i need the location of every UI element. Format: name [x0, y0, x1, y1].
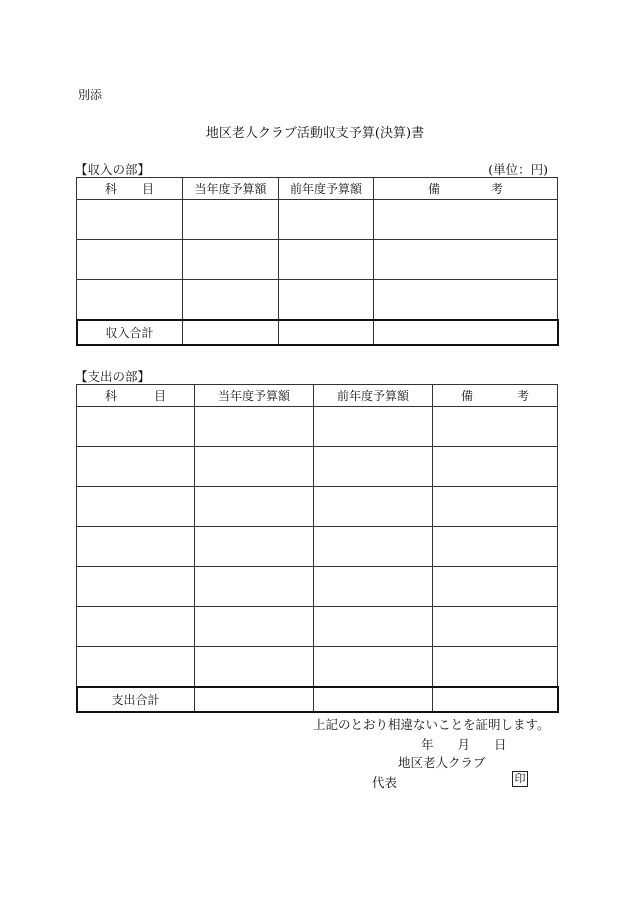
expense-table	[76, 384, 558, 712]
income-row	[77, 240, 558, 280]
attachment-label: 別添	[78, 88, 103, 102]
income-cell[interactable]	[279, 280, 374, 320]
expense-row	[77, 447, 558, 487]
unit-label: (単位：円)	[488, 162, 548, 177]
expense-cell[interactable]	[314, 407, 433, 447]
income-cell[interactable]	[374, 240, 558, 280]
income-header-item	[77, 178, 183, 200]
expense-header-current: 当年度予算額	[195, 385, 314, 407]
date-day: 日	[494, 737, 507, 752]
income-table	[76, 177, 558, 345]
expense-cell[interactable]	[195, 647, 314, 687]
expense-cell[interactable]	[314, 487, 433, 527]
date-year: 年	[421, 737, 434, 752]
expense-cell[interactable]	[433, 487, 558, 527]
income-row	[77, 280, 558, 320]
expense-row	[77, 487, 558, 527]
income-cell[interactable]	[183, 200, 279, 240]
income-total-label: 収入合計	[77, 320, 183, 345]
income-cell[interactable]	[183, 280, 279, 320]
seal-mark: 印	[512, 771, 528, 787]
expense-cell[interactable]	[77, 647, 195, 687]
income-header-item-a: 科	[105, 182, 118, 196]
income-cell[interactable]	[183, 240, 279, 280]
income-header-remarks-a: 備	[428, 182, 441, 196]
expense-total-row	[77, 687, 558, 712]
expense-cell[interactable]	[433, 567, 558, 607]
expense-header-item-b: 目	[153, 389, 166, 403]
income-header-remarks	[374, 178, 558, 200]
expense-cell[interactable]	[314, 527, 433, 567]
income-cell[interactable]	[374, 280, 558, 320]
expense-cell[interactable]	[195, 407, 314, 447]
certification-statement: 上記のとおり相違ないことを証明します。	[313, 717, 550, 732]
expense-total-cell[interactable]	[433, 687, 558, 712]
expense-cell[interactable]	[433, 527, 558, 567]
organization-name: 地区老人クラブ	[398, 755, 486, 770]
expense-row	[77, 527, 558, 567]
expense-row	[77, 407, 558, 447]
expense-cell[interactable]	[433, 607, 558, 647]
expense-row	[77, 647, 558, 687]
income-header-item-b: 目	[141, 182, 154, 196]
income-cell[interactable]	[279, 240, 374, 280]
income-cell[interactable]	[77, 200, 183, 240]
expense-total-cell[interactable]	[314, 687, 433, 712]
expense-cell[interactable]	[195, 607, 314, 647]
expense-cell[interactable]	[77, 607, 195, 647]
income-cell[interactable]	[77, 240, 183, 280]
expense-cell[interactable]	[314, 647, 433, 687]
representative-label: 代表	[372, 775, 398, 790]
date-month: 月	[457, 737, 471, 752]
expense-cell[interactable]	[314, 447, 433, 487]
expense-section-label: 【支出の部】	[75, 369, 151, 384]
expense-row	[77, 607, 558, 647]
income-row	[77, 200, 558, 240]
expense-total-label: 支出合計	[77, 687, 195, 712]
expense-row	[77, 567, 558, 607]
expense-cell[interactable]	[433, 647, 558, 687]
expense-cell[interactable]	[77, 447, 195, 487]
expense-header-row	[77, 385, 558, 407]
income-header-row	[77, 178, 558, 200]
income-cell[interactable]	[374, 200, 558, 240]
income-total-cell[interactable]	[279, 320, 374, 345]
expense-header-remarks-a: 備	[461, 389, 474, 403]
income-header-remarks-b: 考	[490, 182, 503, 196]
expense-header-item	[77, 385, 195, 407]
expense-total-cell[interactable]	[195, 687, 314, 712]
expense-header-remarks	[433, 385, 558, 407]
expense-header-remarks-b: 考	[516, 389, 529, 403]
expense-cell[interactable]	[314, 567, 433, 607]
income-cell[interactable]	[77, 280, 183, 320]
expense-cell[interactable]	[77, 407, 195, 447]
expense-cell[interactable]	[77, 527, 195, 567]
income-header-current: 当年度予算額	[183, 178, 279, 200]
document-title: 地区老人クラブ活動収支予算(決算)書	[205, 126, 425, 141]
expense-header-item-a: 科	[105, 389, 118, 403]
income-total-cell[interactable]	[183, 320, 279, 345]
income-cell[interactable]	[279, 200, 374, 240]
income-section-label: 【収入の部】	[75, 162, 151, 177]
income-total-cell[interactable]	[374, 320, 558, 345]
expense-cell[interactable]	[195, 447, 314, 487]
expense-cell[interactable]	[314, 607, 433, 647]
expense-cell[interactable]	[433, 407, 558, 447]
expense-cell[interactable]	[195, 527, 314, 567]
expense-cell[interactable]	[195, 567, 314, 607]
expense-cell[interactable]	[195, 487, 314, 527]
expense-cell[interactable]	[433, 447, 558, 487]
income-total-row	[77, 320, 558, 345]
expense-cell[interactable]	[77, 487, 195, 527]
income-header-previous: 前年度予算額	[279, 178, 374, 200]
expense-cell[interactable]	[77, 567, 195, 607]
date-line	[421, 735, 507, 753]
expense-header-previous: 前年度予算額	[314, 385, 433, 407]
